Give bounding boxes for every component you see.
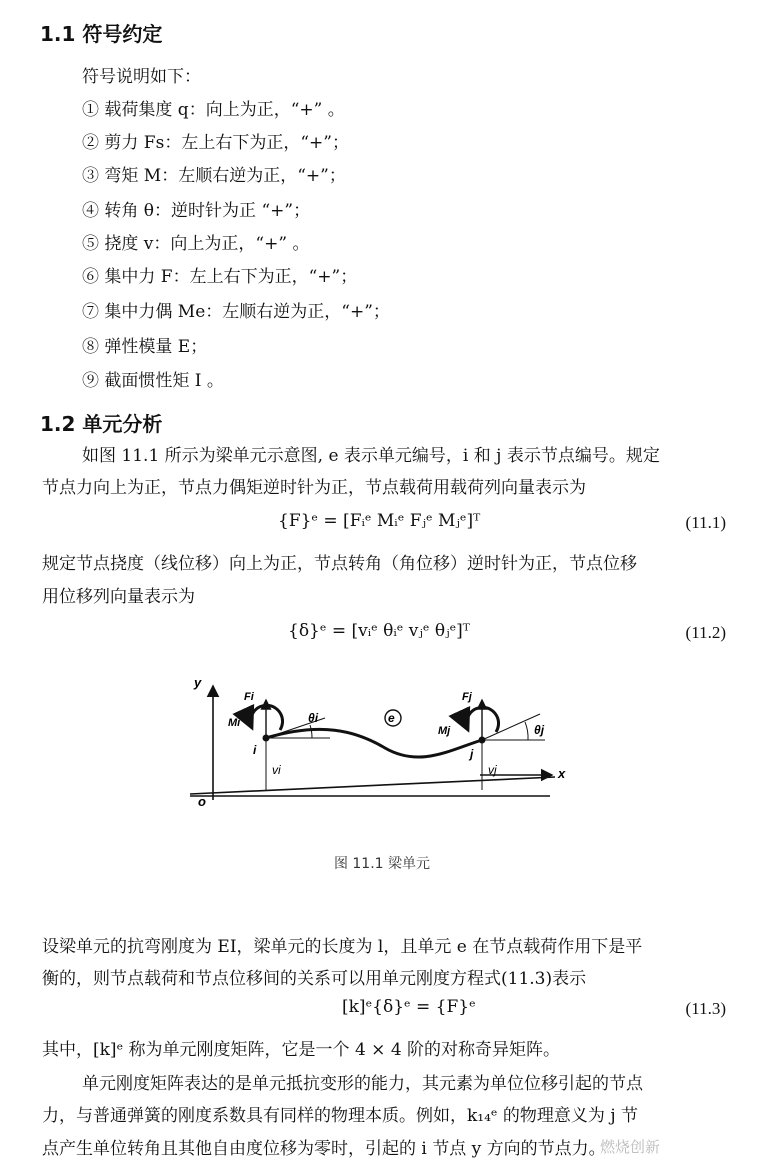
paragraph-line: 其中，[k]ᵉ 称为单元刚度矩阵，它是一个 4 × 4 阶的对称奇异矩阵。 bbox=[42, 1040, 561, 1060]
symbol-item: ⑤ 挠度 v：向上为正，“+” 。 bbox=[82, 234, 310, 254]
section-title-1-2: 1.2 单元分析 bbox=[40, 412, 163, 436]
equation-number: (11.1) bbox=[685, 513, 726, 532]
figure-caption: 图 11.1 梁单元 bbox=[333, 856, 431, 872]
theta-j-label: θj bbox=[534, 723, 545, 737]
equation-number: (11.3) bbox=[685, 999, 726, 1018]
beam-element-figure bbox=[180, 670, 580, 820]
node-j-label: j bbox=[470, 747, 474, 761]
x-axis-label: x bbox=[558, 766, 566, 781]
symbol-item: ④ 转角 θ：逆时针为正 “+”； bbox=[82, 201, 311, 221]
paragraph-line: 用位移列向量表示为 bbox=[42, 587, 195, 607]
equation-11-1: {F}ᵉ = [Fᵢᵉ Mᵢᵉ Fⱼᵉ Mⱼᵉ]ᵀ bbox=[278, 511, 481, 531]
equation-11-3: [k]ᵉ{δ}ᵉ = {F}ᵉ bbox=[342, 997, 476, 1017]
theta-i-label: θi bbox=[308, 711, 319, 725]
paragraph-line: 节点力向上为正，节点力偶矩逆时针为正，节点载荷用载荷列向量表示为 bbox=[42, 478, 586, 498]
paragraph-line: 单元刚度矩阵表达的是单元抵抗变形的能力，其元素为单位位移引起的节点 bbox=[82, 1074, 643, 1094]
node-i-label: i bbox=[253, 743, 257, 757]
paragraph-line: 设梁单元的抗弯刚度为 EI，梁单元的长度为 l，且单元 e 在节点载荷作用下是平 bbox=[42, 937, 643, 957]
paragraph-line: 衡的，则节点载荷和节点位移间的关系可以用单元刚度方程式(11.3)表示 bbox=[42, 969, 587, 989]
Mi-label: Mi bbox=[228, 717, 241, 729]
watermark: 燃烧创新 bbox=[600, 1138, 661, 1156]
symbol-item: ② 剪力 Fs：左上右下为正，“+”； bbox=[82, 133, 349, 153]
x-axis bbox=[190, 777, 555, 794]
Fj-label: Fj bbox=[462, 691, 472, 703]
symbol-item: ⑧ 弹性模量 E； bbox=[82, 337, 208, 357]
Mj-label: Mj bbox=[438, 725, 451, 737]
paragraph-line: 规定节点挠度（线位移）向上为正，节点转角（角位移）逆时针为正，节点位移 bbox=[42, 554, 637, 574]
paragraph-line: 如图 11.1 所示为梁单元示意图, e 表示单元编号，i 和 j 表示节点编号。规定 bbox=[82, 446, 660, 466]
paragraph-line: 力，与普通弹簧的刚度系数具有同样的物理本质。例如，k₁₄ᵉ 的物理意义为 j 节 bbox=[42, 1106, 638, 1126]
symbols-intro: 符号说明如下： bbox=[82, 67, 201, 87]
equation-number: (11.2) bbox=[685, 623, 726, 642]
y-axis-label: y bbox=[194, 675, 202, 690]
equation-11-2: {δ}ᵉ = [vᵢᵉ θᵢᵉ vⱼᵉ θⱼᵉ]ᵀ bbox=[288, 621, 470, 641]
symbol-item: ③ 弯矩 M：左顺右逆为正，“+”； bbox=[82, 166, 346, 186]
symbol-item: ⑦ 集中力偶 Me：左顺右逆为正，“+”； bbox=[82, 302, 390, 322]
symbol-item: ① 载荷集度 q：向上为正，“+” 。 bbox=[82, 100, 345, 120]
paragraph-line: 点产生单位转角且其他自由度位移为零时，引起的 i 节点 y 方向的节点力。 bbox=[42, 1139, 606, 1159]
symbol-item: ⑥ 集中力 F：左上右下为正，“+”； bbox=[82, 267, 358, 287]
element-label: e bbox=[388, 711, 395, 725]
vj-label: vj bbox=[488, 763, 497, 777]
origin-label: o bbox=[198, 794, 206, 809]
vi-label: vi bbox=[272, 763, 281, 777]
symbol-item: ⑨ 截面惯性矩 I 。 bbox=[82, 371, 224, 391]
Fi-label: Fi bbox=[244, 691, 254, 703]
section-title-1-1: 1.1 符号约定 bbox=[40, 22, 163, 46]
